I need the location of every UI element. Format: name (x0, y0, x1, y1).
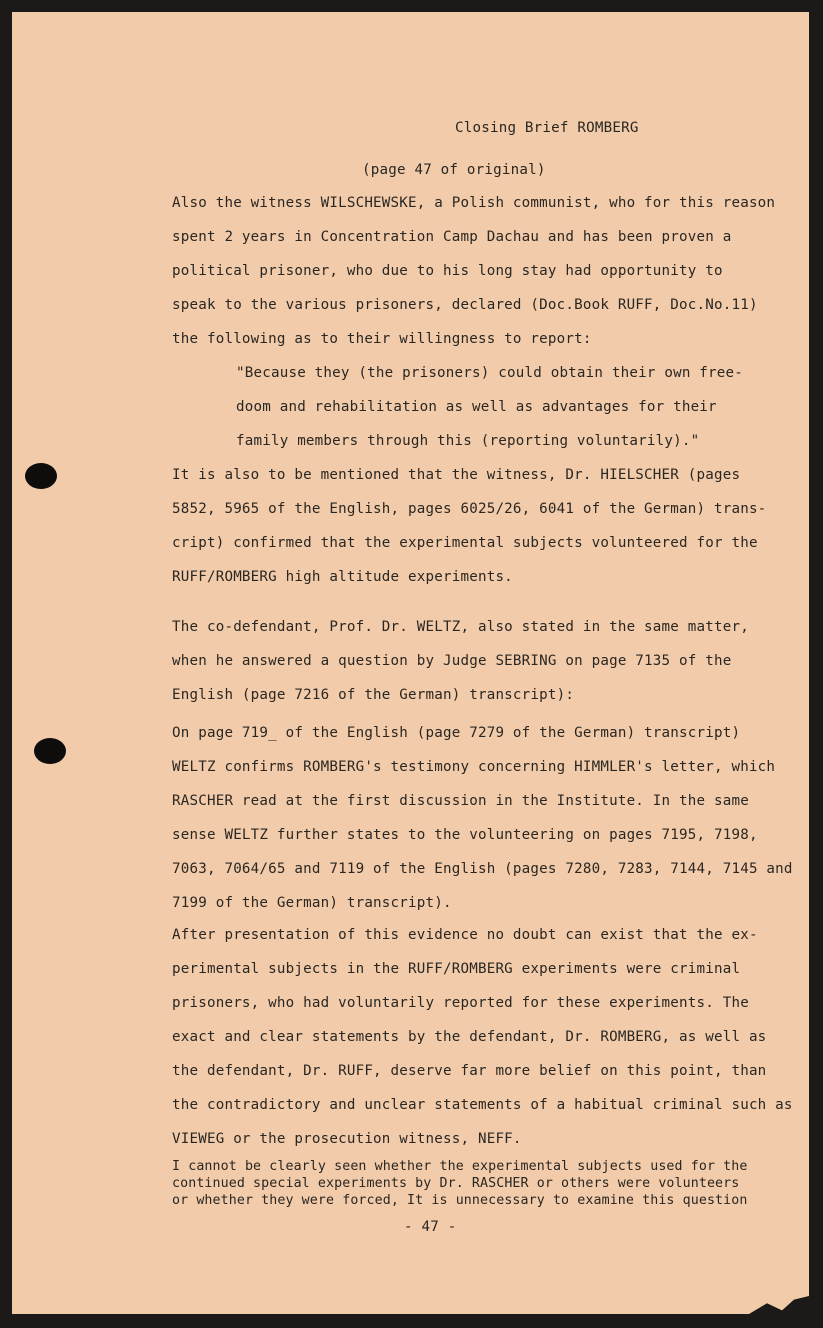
text-line: RUFF/ROMBERG high altitude experiments. (172, 569, 513, 585)
punch-hole (34, 738, 66, 764)
text-line: continued special experiments by Dr. RASCHER or others were volunteers (172, 1176, 740, 1191)
text-line: the defendant, Dr. RUFF, deserve far more belief on this point, than (172, 1063, 767, 1079)
text-line: cript) confirmed that the experimental subjects volunteered for the (172, 535, 758, 551)
text-line: English (page 7216 of the German) transcript): (172, 687, 575, 703)
text-line: spent 2 years in Concentration Camp Dachau and has been proven a (172, 229, 732, 245)
quote-line: family members through this (reporting voluntarily)." (236, 433, 700, 449)
torn-corner (749, 1296, 809, 1314)
text-line: I cannot be clearly seen whether the experimental subjects used for the (172, 1159, 748, 1174)
punch-hole (25, 463, 57, 489)
text-line: when he answered a question by Judge SEBRING on page 7135 of the (172, 653, 732, 669)
text-line: exact and clear statements by the defendant, Dr. ROMBERG, as well as (172, 1029, 767, 1045)
text-line: the following as to their willingness to report: (172, 331, 592, 347)
text-line: WELTZ confirms ROMBERG's testimony concerning HIMMLER's letter, which (172, 759, 776, 775)
text-line: Also the witness WILSCHEWSKE, a Polish communist, who for this reason (172, 195, 776, 211)
text-line: On page 719_ of the English (page 7279 of the German) transcript) (172, 725, 741, 741)
text-line: perimental subjects in the RUFF/ROMBERG experiments were criminal (172, 961, 741, 977)
quote-line: "Because they (the prisoners) could obtain their own free- (236, 365, 744, 381)
quote-line: doom and rehabilitation as well as advantages for their (236, 399, 717, 415)
text-line: The co-defendant, Prof. Dr. WELTZ, also stated in the same matter, (172, 619, 749, 635)
text-line: political prisoner, who due to his long stay had opportunity to (172, 263, 723, 279)
page-number: - 47 - (404, 1219, 457, 1235)
text-line: 5852, 5965 of the English, pages 6025/26, 6041 of the German) trans- (172, 501, 767, 517)
text-line: the contradictory and unclear statements of a habitual criminal such as (172, 1097, 793, 1113)
text-line: After presentation of this evidence no doubt can exist that the ex- (172, 927, 758, 943)
text-line: prisoners, who had voluntarily reported for these experiments. The (172, 995, 749, 1011)
text-line: RASCHER read at the first discussion in the Institute. In the same (172, 793, 749, 809)
text-line: speak to the various prisoners, declared (Doc.Book RUFF, Doc.No.11) (172, 297, 758, 313)
text-line: 7063, 7064/65 and 7119 of the English (pages 7280, 7283, 7144, 7145 and (172, 861, 793, 877)
text-line: sense WELTZ further states to the volunteering on pages 7195, 7198, (172, 827, 758, 843)
page-reference: (page 47 of original) (362, 162, 546, 178)
text-line: 7199 of the German) transcript). (172, 895, 452, 911)
text-line: VIEWEG or the prosecution witness, NEFF. (172, 1131, 522, 1147)
text-line: It is also to be mentioned that the witness, Dr. HIELSCHER (pages (172, 467, 741, 483)
document-page (12, 12, 809, 1314)
text-line: or whether they were forced, It is unnecessary to examine this question (172, 1193, 748, 1208)
document-title: Closing Brief ROMBERG (455, 120, 639, 136)
